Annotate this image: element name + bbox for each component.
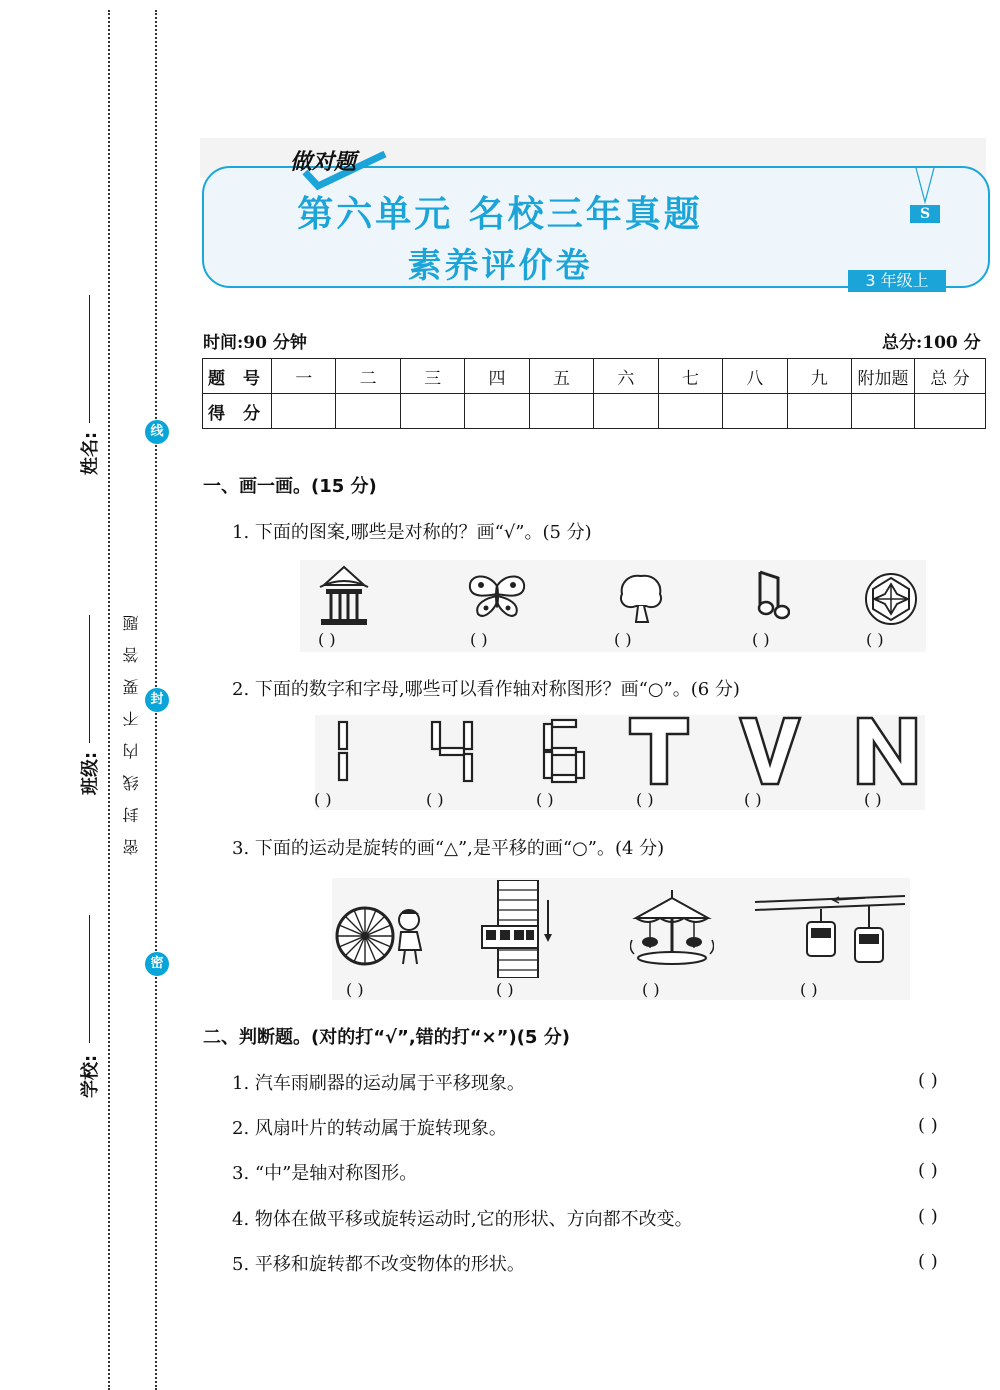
class-label: 班级: bbox=[80, 751, 101, 795]
score-table bbox=[202, 358, 986, 429]
q1-panel bbox=[300, 560, 926, 652]
section2-heading: 二、判断题。(对的打“√”,错的打“×”)(5 分) bbox=[203, 1027, 570, 1048]
music-note-icon bbox=[756, 568, 790, 620]
score-table-cell: 八 bbox=[723, 359, 787, 394]
score-row-label: 得 分 bbox=[203, 394, 272, 429]
seal-char-mi: 密 bbox=[145, 952, 169, 976]
total-score-info: 总分:100 分 bbox=[882, 333, 981, 353]
score-table-cell: 五 bbox=[529, 359, 593, 394]
seal-char-feng: 封 bbox=[145, 688, 169, 712]
score-input-cell[interactable] bbox=[852, 394, 915, 429]
q2-answer-blank[interactable]: ( ) bbox=[426, 790, 444, 809]
score-input-cell[interactable] bbox=[787, 394, 852, 429]
q2-answer-blank[interactable]: ( ) bbox=[744, 790, 762, 809]
score-input-cell[interactable] bbox=[400, 394, 464, 429]
score-table-header-row bbox=[203, 359, 986, 394]
score-table-cell: 附加题 bbox=[852, 359, 915, 394]
header-tag: 做对题 bbox=[290, 150, 357, 175]
q2-panel bbox=[315, 715, 925, 810]
q3-answer-blank[interactable]: ( ) bbox=[346, 980, 364, 999]
hexagon-star-icon bbox=[864, 572, 918, 626]
q1-answer-blank[interactable]: ( ) bbox=[866, 630, 884, 649]
wheel-icon bbox=[335, 900, 435, 968]
score-table-cell: 二 bbox=[336, 359, 400, 394]
q3-text: 3. 下面的运动是旋转的画“△”,是平移的画“○”。(4 分) bbox=[232, 838, 665, 859]
score-input-cell[interactable] bbox=[915, 394, 986, 429]
judge-item: 1. 汽车雨刷器的运动属于平移现象。 bbox=[232, 1073, 525, 1094]
q3-answer-blank[interactable]: ( ) bbox=[496, 980, 514, 999]
digit-6-glyph bbox=[540, 718, 588, 784]
butterfly-icon bbox=[466, 572, 528, 620]
class-field[interactable] bbox=[89, 615, 90, 743]
q1-answer-blank[interactable]: ( ) bbox=[752, 630, 770, 649]
score-input-cell[interactable] bbox=[594, 394, 658, 429]
seal-char-xian: 线 bbox=[145, 420, 169, 444]
score-input-cell[interactable] bbox=[272, 394, 336, 429]
score-table-cell: 九 bbox=[787, 359, 852, 394]
pendant-icon bbox=[912, 168, 938, 208]
q1-answer-blank[interactable]: ( ) bbox=[614, 630, 632, 649]
judge-answer-blank[interactable]: ( ) bbox=[918, 1160, 938, 1181]
q2-answer-blank[interactable]: ( ) bbox=[536, 790, 554, 809]
score-input-cell[interactable] bbox=[529, 394, 593, 429]
score-table-cell: 七 bbox=[658, 359, 722, 394]
seal-notice: 密封线内不要答题 bbox=[122, 599, 141, 855]
letter-t-glyph bbox=[628, 716, 690, 786]
name-field[interactable] bbox=[89, 295, 90, 423]
judge-answer-blank[interactable]: ( ) bbox=[918, 1251, 938, 1272]
score-input-cell[interactable] bbox=[723, 394, 787, 429]
page-title: 第六单元 名校三年真题 bbox=[297, 194, 703, 235]
score-input-cell[interactable] bbox=[336, 394, 400, 429]
score-table-score-row bbox=[203, 394, 986, 429]
q1-answer-blank[interactable]: ( ) bbox=[470, 630, 488, 649]
q2-answer-blank[interactable]: ( ) bbox=[636, 790, 654, 809]
judge-item: 5. 平移和旋转都不改变物体的形状。 bbox=[232, 1254, 525, 1275]
school-field[interactable] bbox=[89, 915, 90, 1043]
q1-text: 1. 下面的图案,哪些是对称的？画“√”。(5 分) bbox=[232, 522, 592, 543]
digit-1-glyph bbox=[328, 718, 358, 784]
score-input-cell[interactable] bbox=[658, 394, 722, 429]
score-table-cell: 一 bbox=[272, 359, 336, 394]
score-table-cell: 题 号 bbox=[203, 359, 272, 394]
score-table-cell: 三 bbox=[400, 359, 464, 394]
judge-item: 3. “中”是轴对称图形。 bbox=[232, 1163, 418, 1184]
q1-answer-blank[interactable]: ( ) bbox=[318, 630, 336, 649]
letter-v-glyph bbox=[738, 716, 802, 786]
score-table-cell: 六 bbox=[594, 359, 658, 394]
score-input-cell[interactable] bbox=[465, 394, 529, 429]
pavilion-icon bbox=[318, 565, 370, 627]
level-badge: S bbox=[910, 205, 940, 223]
q3-answer-blank[interactable]: ( ) bbox=[642, 980, 660, 999]
score-table-cell: 四 bbox=[465, 359, 529, 394]
section1-heading: 一、画一画。(15 分) bbox=[203, 476, 377, 497]
school-label: 学校: bbox=[80, 1054, 101, 1098]
cable-car-icon bbox=[755, 892, 905, 970]
q3-answer-blank[interactable]: ( ) bbox=[800, 980, 818, 999]
tree-icon bbox=[616, 572, 666, 624]
q2-answer-blank[interactable]: ( ) bbox=[864, 790, 882, 809]
score-table-cell: 总 分 bbox=[915, 359, 986, 394]
page-subtitle: 素养评价卷 bbox=[407, 246, 593, 286]
judge-answer-blank[interactable]: ( ) bbox=[918, 1070, 938, 1091]
carousel-icon bbox=[630, 890, 714, 966]
judge-answer-blank[interactable]: ( ) bbox=[918, 1206, 938, 1227]
digit-4-glyph bbox=[428, 718, 476, 784]
time-info: 时间:90 分钟 bbox=[203, 333, 307, 353]
elevator-icon bbox=[478, 880, 556, 978]
q2-answer-blank[interactable]: ( ) bbox=[314, 790, 332, 809]
judge-item: 2. 风扇叶片的转动属于旋转现象。 bbox=[232, 1118, 507, 1139]
grade-label: 3 年级上 bbox=[848, 270, 946, 292]
letter-n-glyph bbox=[856, 716, 918, 786]
judge-answer-blank[interactable]: ( ) bbox=[918, 1115, 938, 1136]
name-label: 姓名: bbox=[80, 431, 101, 475]
q2-text: 2. 下面的数字和字母,哪些可以看作轴对称图形？画“○”。(6 分) bbox=[232, 679, 740, 700]
judge-item: 4. 物体在做平移或旋转运动时,它的形状、方向都不改变。 bbox=[232, 1209, 693, 1230]
